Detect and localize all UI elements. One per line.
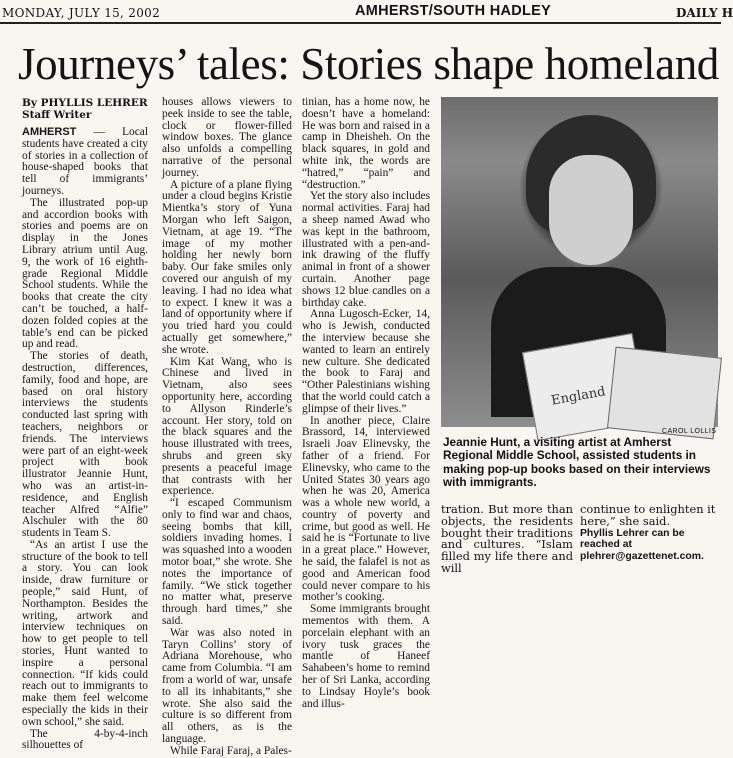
section-name: AMHERST/SOUTH HADLEY: [355, 3, 552, 19]
article-column-1: [22, 127, 148, 752]
dateline: AMHERST: [22, 126, 77, 138]
paragraph: Anna Lugosch-Ecker, 14, who is Jewish, conducted the interview because she wanted to learn an entirely new culture. She dedicated the book to Faraj and “Other Palestinians wishing that the world could catch a glimpse of their lives.”: [302, 308, 430, 415]
contact-label: Phyllis Lehrer can be reached at: [580, 527, 685, 551]
lead-paragraph: [22, 127, 148, 198]
article-column-2: [162, 97, 292, 758]
artist-photo: [441, 97, 718, 427]
paragraph: The stories of death, destruction, differences, family, food and hope, are based on oral history interviews the students conducted last spring with teachers, neighbors or friends. The interviews were part of an eight-week project with book illustrator Jeannie Hunt, who was an artist-in-residence, and English teacher Alfred “Alfie” Alschuler with the 80 students in Team S.: [22, 350, 148, 540]
paragraph: In another piece, Claire Brassord, 14, interviewed Israeli Joav Elinevsky, the father of a friend. For Elinevsky, who came to the United States 30 years ago when he was 20, America was a whole new world, a country of poverty and crime, but good as well. He said he is “Fortunate to live in a great place.” However, he said, the falafel is not as good and American food could never compare to his mother’s cooking.: [302, 414, 430, 604]
paragraph: While Faraj Faraj, a Pales-: [170, 744, 292, 757]
issue-date: MONDAY, JULY 15, 2002: [2, 6, 161, 20]
article-column-6: [580, 504, 718, 563]
paragraph: houses allows viewers to peek inside to see the table, clock or flower-filled window boxes. The glance also unfolds a compelling narrative of the personal journey.: [162, 96, 292, 179]
byline-name: By PHYLLIS LEHRER: [22, 97, 148, 109]
paper-name: DAILY H: [676, 6, 733, 20]
paragraph: Yet the story also includes normal activities. Faraj had a sheep named Awad who was kept in the bathroom, illustrated with a pen-and-ink drawing of the fluffy animal in front of a shower curtain. Another page shows 12 blue candles on a birthday cake.: [302, 190, 430, 309]
paragraph: “As an artist I use the structure of the book to tell a story. You can look inside, draw furniture or people,” said Hunt, of Northampton. Besides the writing, artwork and interview techniques on how to get people to tell stories, Hunt wanted to inspire a personal connection. “If kids could reach out to immigrants to make them feel welcome especially the kids in their own school,” she said.: [22, 538, 148, 728]
paragraph: The illustrated pop-up and accordion books with stories and poems are on display in the Jones Library atrium until Aug. 9, the work of 16 eighth-grade Regional Middle School students. While the books that create the city can’t be touched, a half-dozen folded copies at the table’s end can be picked up and read.: [22, 196, 148, 351]
contact-email: plehrer@gazettenet.com.: [580, 551, 704, 563]
paragraph: continue to enlighten it here,” she said.: [580, 502, 716, 528]
paragraph: tinian, has a home now, he doesn’t have a homeland: He was born and raised in a camp in Dheisheh. On the black squares, in gold and white ink, the words are “hatred,” “pain” and “destruction.”: [302, 96, 430, 191]
byline-role: Staff Writer: [22, 109, 92, 121]
masthead: [0, 0, 733, 24]
headline: Journeys’ tales: Stories shape homeland: [18, 39, 719, 89]
photo-caption: Jeannie Hunt, a visiting artist at Amherst Regional Middle School, assisted students in making pop-up books based on their interviews with immigrants.: [443, 435, 711, 489]
paragraph: The 4-by-4-inch silhouettes of: [22, 727, 148, 752]
paragraph: Some immigrants brought mementos with them. A porcelain elephant with an ivory tusk graces the mantle of Haneef Sahabeen’s home to remind her of Sri Lanka, according to Lindsay Hoyle’s book and illus-: [302, 603, 430, 710]
paragraph: tration. But more than objects, the residents bought their traditions and cultures. “Islam filled my life there and will: [441, 502, 573, 575]
photo-face: [549, 155, 633, 265]
lead-text: — Local students have created a city of stories in a collection of house-shaped books that tell of immigrants’ journeys.: [22, 126, 148, 197]
paragraph: “I escaped Communism only to find war and chaos, seeing bombs that kill, soldiers invading homes. I was squashed into a wooden motor boat,” she wrote. She notes the importance of family. “We stick together no matter what, preserve through hard times,” she said.: [162, 497, 292, 628]
paragraph: War was also noted in Taryn Collins’ story of Adriana Morehouse, who came from Columbia. “I am from a world of war, unsafe to all its inhabitants,” she wrote. She also said the culture is so different from all others, as is the language.: [162, 626, 292, 746]
book-sign-text: England: [550, 384, 607, 409]
paragraph: Kim Kat Wang, who is Chinese and lived in Vietnam, also sees opportunity here, according to Allyson Rinderle’s account. Her story, told on the black squares and the house illustrated with trees, shrubs and green sky presents a peaceful image that contrasts with her experience.: [162, 355, 292, 498]
article-column-3: [302, 97, 430, 710]
paragraph: A picture of a plane flying under a cloud begins Kristie Mientka’s story of Yuna Morgan who left Saigon, Vietnam, at age 19. “The image of my mother holding her newly born baby. Our fake smiles only covered our anguish of my leaving. I had no idea what to expect. I knew it was a land of opportunity where if you tried hard you could actually get somewhere,” she wrote.: [162, 178, 292, 356]
byline: [22, 97, 148, 121]
article-column-5: [441, 504, 573, 575]
photo-credit: CAROL LOLLIS: [662, 428, 717, 435]
popup-book: [607, 347, 722, 440]
